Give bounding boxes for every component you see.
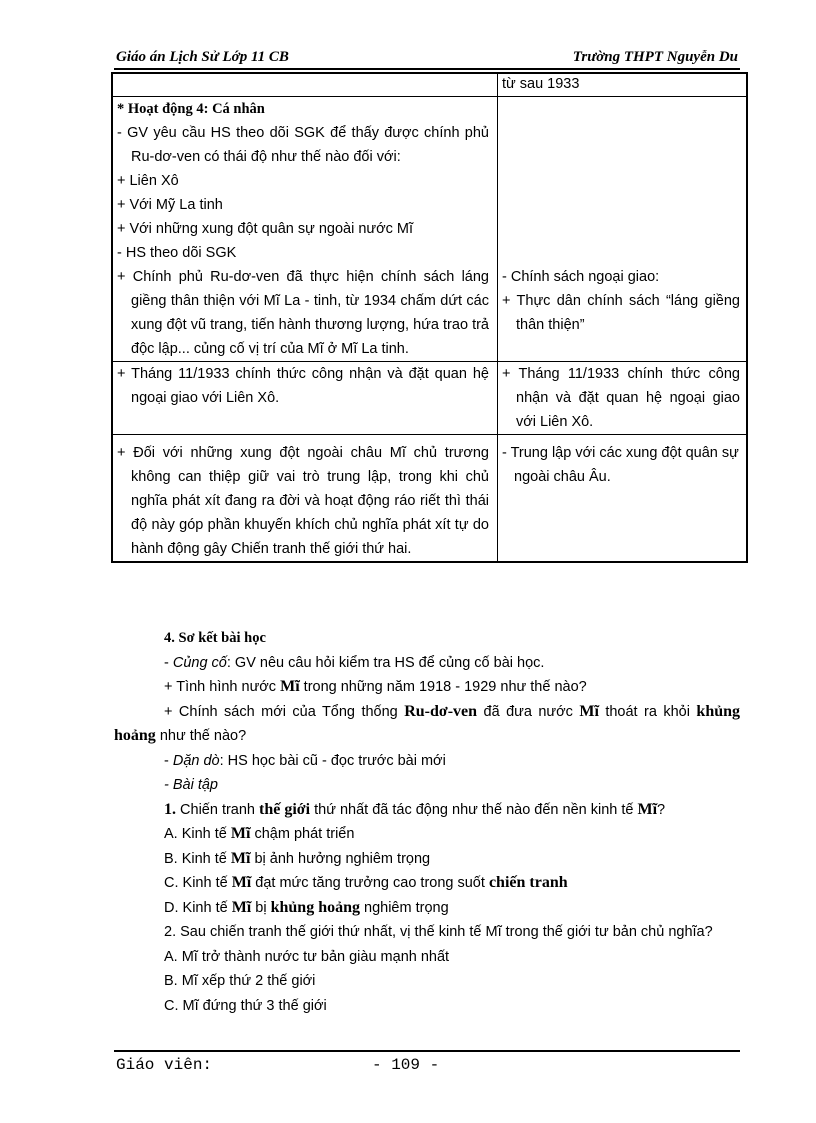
exercise-question-2: 2. Sau chiến tranh thế giới thứ nhất, vị thế kinh tế Mĩ trong thế giới tư bản chủ nghĩa? [164, 924, 713, 940]
cell-text: từ sau 1933 [502, 76, 580, 92]
text: đạt mức tăng trưởng cao trong suốt [251, 875, 489, 891]
homework-label: Dặn dò [172, 752, 220, 769]
table-cell [112, 435, 498, 563]
table-cell [112, 73, 498, 97]
answer-option [114, 847, 740, 872]
consolidation-line: - Củng cố: GV nêu câu hỏi kiểm tra HS để củng cố bài học. [164, 654, 545, 671]
lesson-summary [114, 626, 740, 1018]
table-cell [112, 97, 498, 362]
header-course-title: Giáo án Lịch Sử Lớp 11 CB [116, 49, 289, 65]
text: chậm phát triển [250, 826, 355, 842]
cell-text: - GV yêu cầu HS theo dõi SGK để thấy được chính phủ Ru-dơ-ven có thái độ như thế nào đối với: [117, 125, 489, 165]
table-row [112, 97, 747, 362]
table-cell [498, 73, 748, 97]
table-cell [498, 435, 748, 563]
cell-text: + Liên Xô [117, 173, 179, 189]
summary-title: 4. Sơ kết bài học [164, 630, 266, 646]
answer-option [114, 822, 740, 847]
text: khủng hoảng [270, 898, 360, 916]
text: như thế nào? [155, 728, 247, 744]
cell-text: + Với Mỹ La tinh [117, 197, 223, 213]
review-question [114, 675, 740, 700]
text: đã đưa nước [477, 703, 580, 720]
text: ? [657, 801, 666, 818]
activity-heading: * Hoạt động 4: Cá nhân [117, 101, 265, 117]
text: khủng hoảng [114, 702, 741, 744]
text: Mĩ [637, 800, 658, 818]
consolidation-text: : GV nêu câu hỏi kiểm tra HS để củng cố bài học. [226, 654, 545, 671]
table-row [112, 73, 747, 97]
answer-option: B. Mĩ xếp thứ 2 thế giới [164, 973, 316, 989]
text: thứ nhất đã tác động như thế nào đến nền kinh tế [310, 801, 638, 818]
review-question [114, 700, 740, 749]
text: bị [251, 899, 271, 916]
text: Chiến tranh [176, 801, 260, 818]
text: trong những năm 1918 - 1929 như thế nào? [299, 679, 587, 695]
text: thoát ra khỏi [598, 703, 697, 720]
text: Mĩ [230, 825, 251, 842]
text: D. Kinh tế [164, 899, 232, 916]
text: Mĩ [231, 898, 252, 916]
cell-text: + Với những xung đột quân sự ngoài nước Mĩ [117, 221, 414, 237]
text: chiến tranh [488, 874, 568, 891]
consolidation-label: Củng cố [172, 654, 227, 671]
page-number: - 109 - [372, 1056, 440, 1074]
exercise-question-1 [114, 798, 740, 823]
text: Mĩ [579, 702, 599, 720]
cell-text: + Chính phủ Ru-dơ-ven đã thực hiện chính sách láng giềng thân thiện với Mĩ La - tinh, từ 1934 chấm dứt các xung đột vũ trang, tiến hành thương lượng, hứa trao trả độc lập... củng cố vị trí của Mĩ ở Mĩ La tinh. [117, 269, 489, 357]
text: 1. [164, 800, 176, 818]
text: A. Kinh tế [164, 826, 231, 842]
table-row [112, 362, 747, 435]
page-header [114, 46, 740, 70]
text: C. Kinh tế [164, 875, 232, 891]
text: bị ảnh hưởng nghiêm trọng [250, 850, 431, 867]
exercise-heading: - Bài tập [164, 777, 218, 793]
text: thế giới [259, 800, 311, 818]
cell-text: + Thực dân chính sách “láng giềng thân thiện” [502, 293, 740, 333]
cell-text: - HS theo dõi SGK [117, 245, 237, 261]
cell-text: + Tháng 11/1933 chính thức công nhận và đặt quan hệ ngoại giao với Liên Xô. [117, 366, 489, 406]
page-footer [114, 1050, 740, 1074]
table-cell [498, 362, 748, 435]
header-school-name: Trường THPT Nguyễn Du [572, 49, 738, 65]
answer-option: C. Mĩ đứng thứ 3 thế giới [164, 997, 327, 1014]
text: B. Kinh tế [164, 850, 231, 867]
text: Mĩ [230, 849, 251, 867]
text: Mĩ [231, 874, 252, 891]
text: Mĩ [280, 678, 300, 695]
homework-text: : HS học bài cũ - đọc trước bài mới [219, 752, 446, 769]
text: + Tình hình nước [164, 679, 281, 695]
table-cell [112, 362, 498, 435]
answer-option [114, 871, 740, 896]
cell-text: + Tháng 11/1933 chính thức công nhận và đặt quan hệ ngoại giao với Liên Xô. [502, 366, 740, 430]
answer-option [114, 896, 740, 921]
text: + Chính sách mới của Tổng thống [164, 703, 405, 720]
text: Ru-dơ-ven [404, 702, 478, 720]
table-cell [498, 97, 748, 362]
cell-text: - Chính sách ngoại giao: [502, 269, 660, 285]
lesson-table [111, 72, 748, 563]
table-row [112, 435, 747, 563]
teacher-label: Giáo viên: [116, 1056, 213, 1074]
homework-line: - Dặn dò: HS học bài cũ - đọc trước bài mới [164, 752, 446, 769]
text: nghiêm trọng [359, 899, 449, 916]
answer-option: A. Mĩ trở thành nước tư bản giàu mạnh nhất [164, 948, 450, 965]
cell-text: - Trung lập với các xung đột quân sự ngoài châu Âu. [502, 445, 739, 485]
cell-text: + Đối với những xung đột ngoài châu Mĩ chủ trương không can thiệp giữ vai trò trung lập, trong khi chủ nghĩa phát xít đang ra đời và hoạt động ráo riết thì thái độ này góp phần khuyến khích chủ nghĩa phát xít tự do hành động gây Chiến tranh thế giới thứ hai. [117, 445, 489, 557]
